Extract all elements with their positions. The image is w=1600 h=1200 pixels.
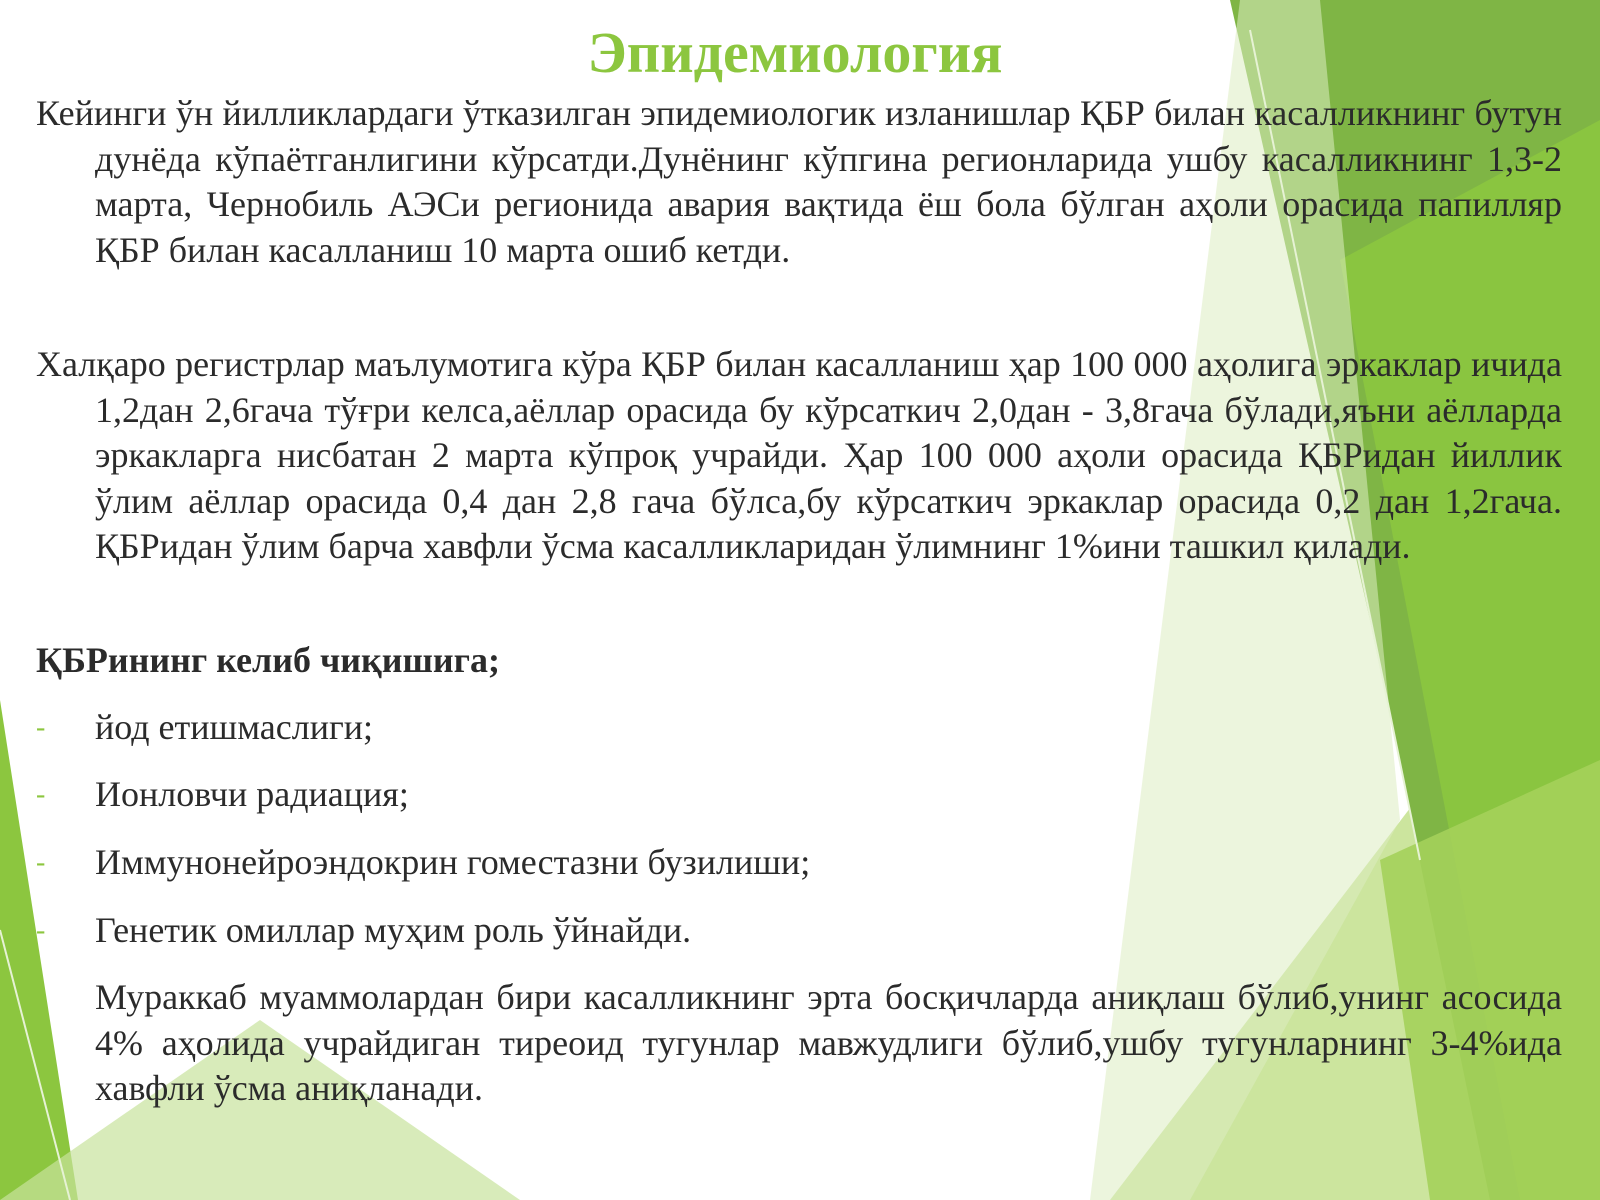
cause-text: йод етишмаслиги; <box>95 707 373 747</box>
causes-heading: ҚБРининг келиб чиқишига; <box>36 640 500 680</box>
paragraph-registry-data: Халқаро регистрлар маълумотига кўра ҚБР билан касалланиш ҳар 100 000 аҳолига эркаклар ичида 1,2дан 2,6гача тўғри келса,аёллар орасида бу кўрсаткич 2,0дан - 3,8гача бўлади,яъни аёлларда эркакларга нисбатан 2 марта кўпроқ учрайди. Ҳар 100 000 аҳоли орасида ҚБРидан йиллик ўлим аёллар орасида 0,4 дан 2,8 гача бўлса,бу кўрсаткич эркаклар орасида 0,2 дан 1,2гача. ҚБРидан ўлим барча хавфли ўсма касалликларидан ўлимнинг 1%ини ташкил қилади. <box>36 344 1562 566</box>
bullet-dash-icon: - <box>36 915 46 946</box>
cause-text: Ионловчи радиация; <box>95 774 409 814</box>
bullet-dash-icon: - <box>36 712 46 743</box>
bullet-dash-icon: - <box>36 847 46 878</box>
paragraph-epidemiology-trend: Кейинги ўн йилликлардаги ўтказилган эпидемиологик изланишлар ҚБР билан касалликнинг бутун дунёда кўпаётганлигини кўрсатди.Дунёнинг кўпгина регионларида ушбу касалликнинг 1,3-2 марта, Чернобиль АЭСи регионида авария вақтида ёш бола бўлган аҳоли орасида папилляр ҚБР билан касалланиш 10 марта ошиб кетди. <box>36 93 1562 270</box>
cause-text: Генетик омиллар муҳим роль ўйнайди. <box>95 910 692 950</box>
cause-text: Иммунонейроэндокрин гоместазни бузилиши; <box>95 842 811 882</box>
bullet-dash-icon: - <box>36 779 46 810</box>
paragraph-early-detection: Мураккаб муаммолардан бири касалликнинг эрта босқичларда аниқлаш бўлиб,унинг асосида 4% аҳолида учрайдиган тиреоид тугунлар мавжудлиги бўлиб,ушбу тугунларнинг 3-4%ида хавфли ўсма аниқланади. <box>95 977 1562 1108</box>
slide-title: Эпидемиология <box>587 20 1003 85</box>
